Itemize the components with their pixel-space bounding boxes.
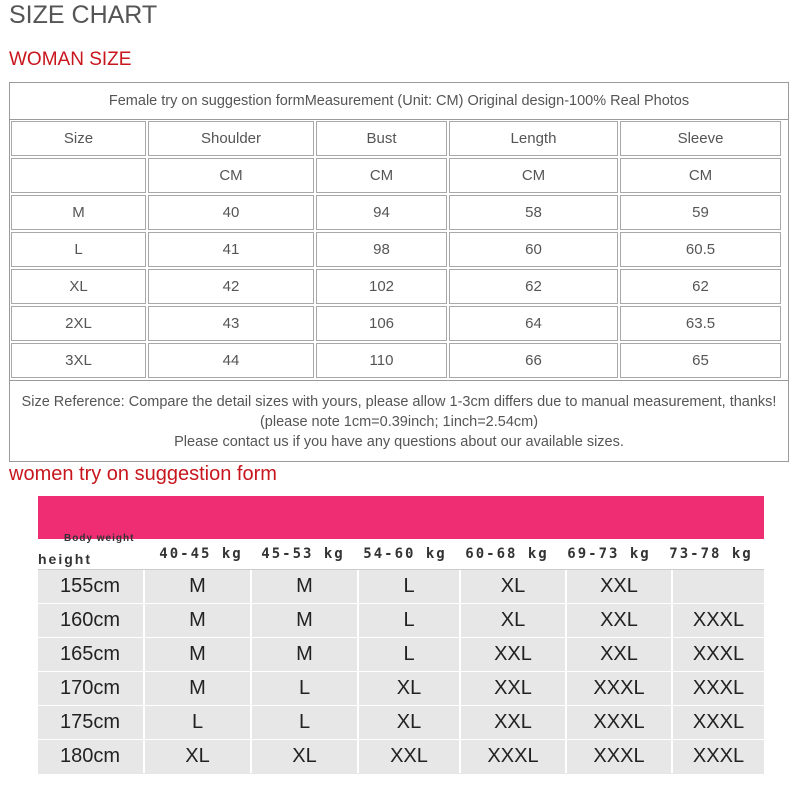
table-row bbox=[10, 194, 788, 231]
height-cell: 160cm bbox=[60, 609, 121, 631]
table-cell: 58 bbox=[449, 195, 618, 230]
size-cell: XL bbox=[357, 672, 459, 705]
size-cell: M bbox=[250, 570, 357, 603]
table-cell: M bbox=[11, 195, 146, 230]
table-cell: 60.5 bbox=[620, 232, 781, 267]
table-cell: Bust bbox=[316, 121, 447, 156]
table-row bbox=[10, 342, 788, 379]
table-cell: 102 bbox=[316, 269, 447, 304]
size-table-footer bbox=[10, 380, 788, 462]
table-cell: Shoulder bbox=[148, 121, 314, 156]
size-cell: L bbox=[357, 638, 459, 671]
table-cell: 2XL bbox=[11, 306, 146, 341]
size-cell: M bbox=[250, 638, 357, 671]
weight-header-row bbox=[38, 533, 764, 569]
pink-banner bbox=[38, 496, 764, 539]
size-cell: XXXL bbox=[671, 706, 764, 739]
table-cell: 65 bbox=[620, 343, 781, 378]
size-cell: M bbox=[143, 570, 250, 603]
size-cell: XL bbox=[143, 740, 250, 773]
table-cell: 62 bbox=[620, 269, 781, 304]
table-cell: 62 bbox=[449, 269, 618, 304]
size-cell: XL bbox=[459, 604, 565, 637]
weight-header: 73-78 kg bbox=[669, 546, 753, 562]
weight-header: 40-45 kg bbox=[159, 546, 243, 562]
size-cell: L bbox=[357, 570, 459, 603]
size-cell: XL bbox=[250, 740, 357, 773]
size-cell: XXL bbox=[459, 706, 565, 739]
weight-header: 60-68 kg bbox=[465, 546, 549, 562]
weight-header: 69-73 kg bbox=[567, 546, 651, 562]
size-cell: XXXL bbox=[459, 740, 565, 773]
size-cell: XXXL bbox=[565, 672, 671, 705]
table-cell: 40 bbox=[148, 195, 314, 230]
try-on-table bbox=[38, 496, 764, 774]
size-table-header: Female try on suggestion formMeasurement (Unit: CM) Original design-100% Real Photos bbox=[10, 83, 788, 120]
table-row bbox=[10, 231, 788, 268]
try-on-label: women try on suggestion form bbox=[9, 463, 277, 485]
conversion-note: (please note 1cm=0.39inch; 1inch=2.54cm) bbox=[259, 413, 539, 430]
table-cell bbox=[11, 158, 146, 193]
table-cell: 60 bbox=[449, 232, 618, 267]
size-cell bbox=[671, 570, 764, 603]
table-cell: 106 bbox=[316, 306, 447, 341]
height-cell: 175cm bbox=[60, 711, 121, 733]
table-cell: 44 bbox=[148, 343, 314, 378]
table-cell: 64 bbox=[449, 306, 618, 341]
height-cell: 180cm bbox=[60, 745, 121, 767]
table-cell: CM bbox=[148, 158, 314, 193]
size-cell: XXXL bbox=[565, 740, 671, 773]
weight-header: 45-53 kg bbox=[261, 546, 345, 562]
table-cell: CM bbox=[316, 158, 447, 193]
table-cell: 66 bbox=[449, 343, 618, 378]
size-cell: XXXL bbox=[671, 638, 764, 671]
table-cell: 63.5 bbox=[620, 306, 781, 341]
contact-note: Please contact us if you have any questions about our available sizes. bbox=[174, 433, 624, 450]
size-cell: XL bbox=[459, 570, 565, 603]
table-cell: 3XL bbox=[11, 343, 146, 378]
table-cell: 94 bbox=[316, 195, 447, 230]
column-header-row bbox=[10, 120, 788, 157]
size-cell: XXXL bbox=[671, 672, 764, 705]
size-cell: XXXL bbox=[565, 706, 671, 739]
size-cell: M bbox=[143, 672, 250, 705]
size-cell: XL bbox=[357, 706, 459, 739]
page-title: SIZE CHART bbox=[9, 1, 158, 29]
table-cell: 41 bbox=[148, 232, 314, 267]
body-weight-label: Body weight bbox=[64, 533, 135, 544]
table-cell: Length bbox=[449, 121, 618, 156]
try-on-body bbox=[38, 569, 764, 773]
size-reference-note: Size Reference: Compare the detail sizes with yours, please allow 1-3cm differs due to manual measurement, thanks! bbox=[21, 393, 777, 410]
table-cell: 98 bbox=[316, 232, 447, 267]
woman-size-label: WOMAN SIZE bbox=[9, 49, 132, 70]
size-table-grid bbox=[10, 120, 788, 379]
size-cell: M bbox=[143, 604, 250, 637]
size-table bbox=[9, 82, 789, 462]
table-cell: CM bbox=[449, 158, 618, 193]
size-cell: XXL bbox=[565, 570, 671, 603]
table-cell: 110 bbox=[316, 343, 447, 378]
size-cell: XXL bbox=[357, 740, 459, 773]
size-cell: XXL bbox=[565, 604, 671, 637]
size-cell: XXXL bbox=[671, 740, 764, 773]
table-cell: Sleeve bbox=[620, 121, 781, 156]
table-cell: L bbox=[11, 232, 146, 267]
table-row bbox=[38, 603, 764, 637]
size-cell: L bbox=[250, 706, 357, 739]
size-cell: M bbox=[143, 638, 250, 671]
size-cell: XXL bbox=[565, 638, 671, 671]
table-row bbox=[38, 671, 764, 705]
table-row bbox=[38, 705, 764, 739]
table-cell: XL bbox=[11, 269, 146, 304]
size-cell: L bbox=[250, 672, 357, 705]
height-cell: 170cm bbox=[60, 677, 121, 699]
height-label: height bbox=[38, 551, 92, 567]
table-row bbox=[10, 268, 788, 305]
table-row bbox=[38, 637, 764, 671]
height-cell: 155cm bbox=[60, 575, 121, 597]
table-row bbox=[38, 569, 764, 603]
weight-header: 54-60 kg bbox=[363, 546, 447, 562]
size-cell: XXL bbox=[459, 672, 565, 705]
table-cell: 59 bbox=[620, 195, 781, 230]
table-cell: CM bbox=[620, 158, 781, 193]
size-cell: L bbox=[143, 706, 250, 739]
size-cell: XXXL bbox=[671, 604, 764, 637]
table-cell: 42 bbox=[148, 269, 314, 304]
unit-row bbox=[10, 157, 788, 194]
table-cell: Size bbox=[11, 121, 146, 156]
size-cell: XXL bbox=[459, 638, 565, 671]
corner-cell bbox=[38, 533, 150, 569]
size-cell: M bbox=[250, 604, 357, 637]
size-cell: L bbox=[357, 604, 459, 637]
table-cell: 43 bbox=[148, 306, 314, 341]
height-cell: 165cm bbox=[60, 643, 121, 665]
table-row bbox=[38, 739, 764, 773]
table-row bbox=[10, 305, 788, 342]
